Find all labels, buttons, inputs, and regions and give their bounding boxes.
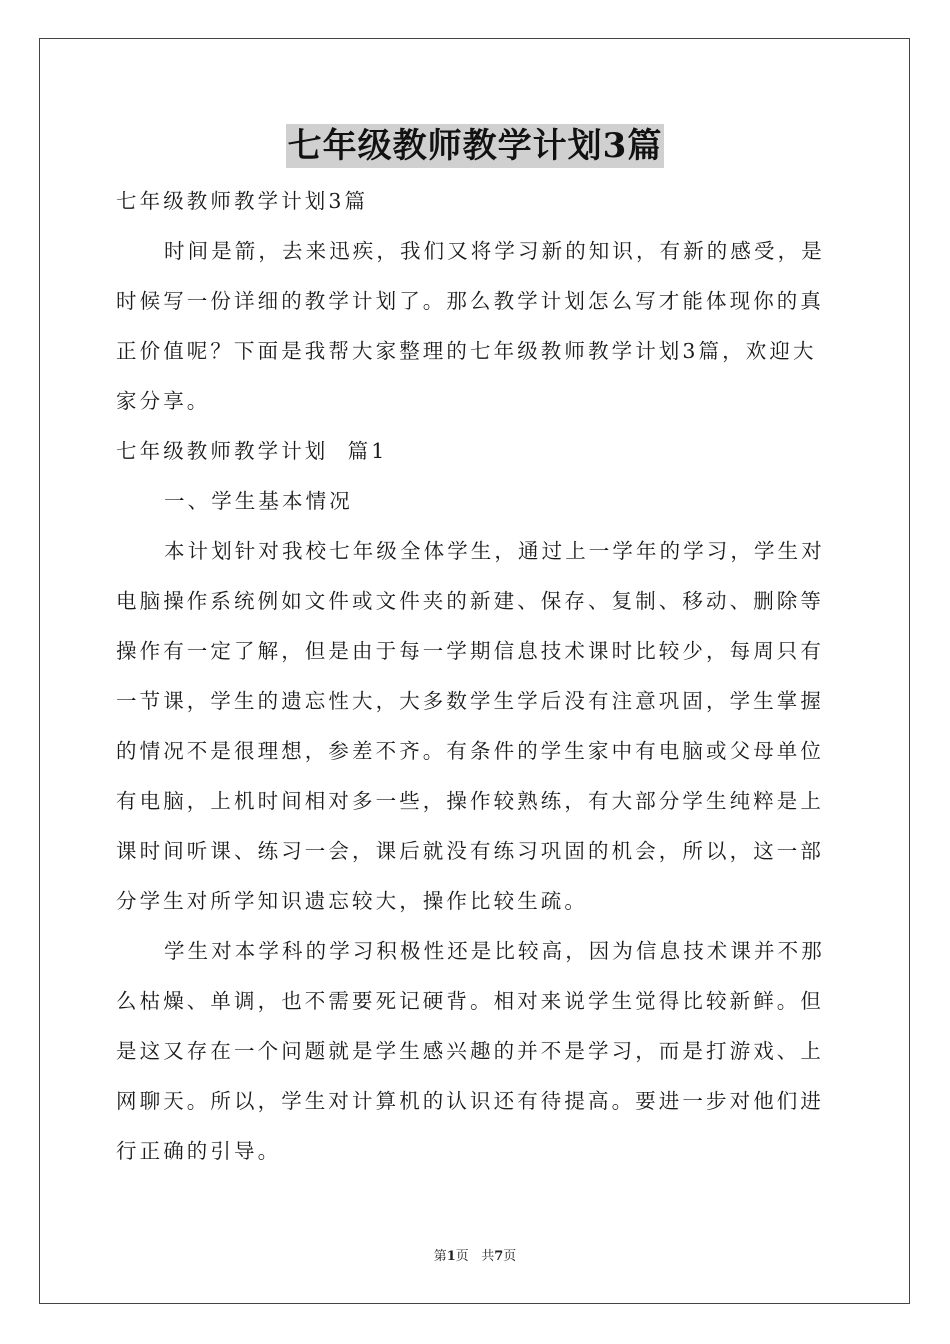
section-heading: 七年级教师教学计划 篇1 [116,439,388,463]
footer-prefix: 第 [433,1249,447,1264]
sub-heading: 一、学生基本情况 [164,489,353,513]
body-paragraph: 学生对本学科的学习积极性还是比较高，因为信息技术课并不那么枯燥、单调，也不需要死记硬背。相对来说学生觉得比较新鲜。但是这又存在一个问题就是学生感兴趣的并不是学习，而是打游戏、上网聊天。所以，学生对计算机的认识还有待提高。要进一步对他们进行正确的引导。 [116,939,825,1163]
footer-page-unit: 页 [455,1249,469,1264]
footer-total-unit: 页 [503,1249,517,1264]
footer-total-pages: 7 [494,1249,504,1264]
body-paragraph: 本计划针对我校七年级全体学生，通过上一学年的学习，学生对电脑操作系统例如文件或文件夹的新建、保存、复制、移动、删除等操作有一定了解，但是由于每一学期信息技术课时比较少，每周只有一节课，学生的遗忘性大，大多数学生学后没有注意巩固，学生掌握的情况不是很理想，参差不齐。有条件的学生家中有电脑或父母单位有电脑，上机时间相对多一些，操作较熟练，有大部分学生纯粹是上课时间听课、练习一会，课后就没有练习巩固的机会，所以，这一部分学生对所学知识遗忘较大，操作比较生疏。 [116,539,825,913]
document-subtitle: 七年级教师教学计划3篇 [116,189,369,213]
footer-total-prefix: 共 [481,1249,495,1264]
title-area [0,124,950,168]
document-title: 七年级教师教学计划3篇 [287,126,663,166]
intro-paragraph: 时间是箭，去来迅疾，我们又将学习新的知识，有新的感受，是时候写一份详细的教学计划了。那么教学计划怎么写才能体现你的真正价值呢？下面是我帮大家整理的七年级教师教学计划3篇，欢迎大家分享。 [116,239,825,413]
page-footer [0,1245,950,1264]
footer-page-number: 1 [446,1249,456,1264]
document-body [116,176,836,1176]
